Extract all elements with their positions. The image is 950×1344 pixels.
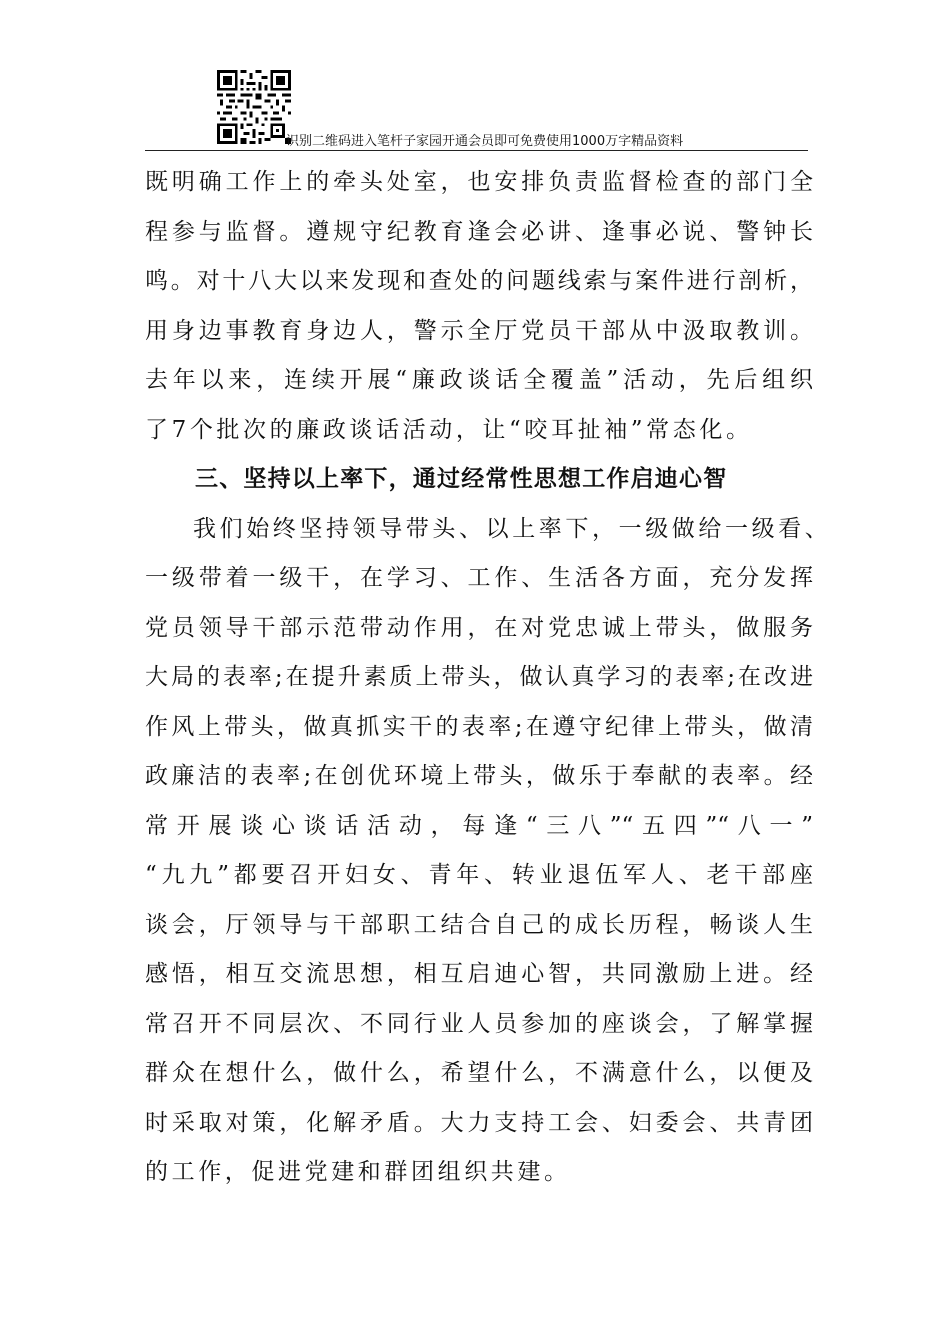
- text-line: 了7个批次的廉政谈话活动，让“咬耳扯袖”常态化。: [145, 416, 753, 443]
- header-divider: [145, 150, 808, 151]
- text-line: 去年以来，连续开展“廉政谈话全覆盖”活动，先后组织: [145, 367, 813, 393]
- text-line: 用身边事教育身边人，警示全厅党员干部从中汲取教训。: [145, 317, 813, 344]
- text-line: 常开展谈心谈话活动，每逢“三八”“五四”“八一”: [145, 812, 813, 839]
- section-heading: 三、坚持以上率下，通过经常性思想工作启迪心智: [195, 466, 728, 492]
- text-line: 谈会，厅领导与干部职工结合自己的成长历程，畅谈人生: [145, 911, 813, 938]
- document-body: [145, 158, 835, 1198]
- qr-code-icon: [217, 70, 291, 144]
- text-line: 常召开不同层次、不同行业人员参加的座谈会，了解掌握: [145, 1010, 813, 1037]
- text-line: “九九”都要召开妇女、青年、转业退伍军人、老干部座: [145, 862, 813, 888]
- text-line: 作风上带头，做真抓实干的表率;在遵守纪律上带头，做清: [145, 713, 813, 740]
- text-line: 鸣。对十八大以来发现和查处的问题线索与案件进行剖析，: [145, 268, 813, 294]
- text-line: 群众在想什么，做什么，希望什么，不满意什么，以便及: [145, 1060, 813, 1086]
- text-line: 大局的表率;在提升素质上带头，做认真学习的表率;在改进: [145, 664, 813, 690]
- text-line: 政廉洁的表率;在创优环境上带头，做乐于奉献的表率。经: [145, 763, 813, 789]
- text-line: 感悟，相互交流思想，相互启迪心智，共同激励上进。经: [145, 961, 813, 987]
- text-line: 我们始终坚持领导带头、以上率下，一级做给一级看、: [193, 515, 832, 542]
- text-line: 的工作，促进党建和群团组织共建。: [145, 1159, 571, 1185]
- text-line: 党员领导干部示范带动作用，在对党忠诚上带头，做服务: [145, 614, 813, 641]
- page-header: [145, 62, 808, 152]
- header-promo-text: 识别二维码进入笔杆子家园开通会员即可免费使用1000万字精品资料: [286, 134, 684, 149]
- text-line: 程参与监督。遵规守纪教育逢会必讲、逢事必说、警钟长: [145, 218, 813, 245]
- text-line: 一级带着一级干，在学习、工作、生活各方面，充分发挥: [145, 565, 813, 591]
- text-line: 时采取对策，化解矛盾。大力支持工会、妇委会、共青团: [145, 1109, 813, 1136]
- text-line: 既明确工作上的牵头处室，也安排负责监督检查的部门全: [145, 169, 813, 195]
